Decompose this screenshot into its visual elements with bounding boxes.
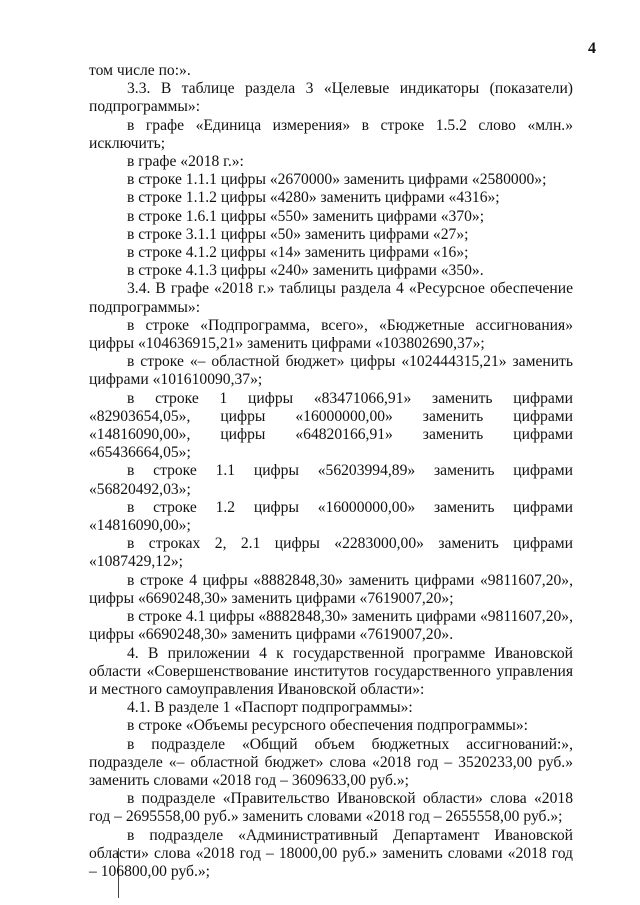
paragraph: том числе по:».: [89, 62, 191, 79]
paragraph: в строках 2, 2.1 цифры «2283000,00» заменить цифрами «1087429,12»;: [89, 535, 573, 571]
paragraph: в строке 4 цифры «8882848,30» заменить цифрами «9811607,20», цифры «6690248,30» заменить цифрами «7619007,20»;: [89, 571, 573, 607]
paragraph: в графе «2018 г.»:: [127, 153, 244, 171]
paragraph: в строке «Объемы ресурсного обеспечения подпрограммы»:: [127, 717, 528, 735]
paragraph: в подразделе «Правительство Ивановской области» слова «2018 год – 2695558,00 руб.» заменить словами «2018 год – 2655558,00 руб.»;: [89, 790, 573, 826]
paragraph: в строке 4.1.2 цифры «14» заменить цифрами «16»;: [127, 244, 469, 262]
paragraph: в строке 1.2 цифры «16000000,00» заменить цифрами «14816090,00»;: [89, 498, 573, 535]
paragraph: в строке 4.1.3 цифры «240» заменить цифрами «350».: [127, 262, 484, 280]
paragraph: в строке «– областной бюджет» цифры «102444315,21» заменить цифрами «101610090,37»;: [89, 353, 573, 389]
paragraph: в строке 3.1.1 цифры «50» заменить цифрами «27»;: [127, 225, 469, 243]
paragraph: 4.1. В разделе 1 «Паспорт подпрограммы»:: [127, 699, 413, 717]
paragraph: в строке 1.1.1 цифры «2670000» заменить цифрами «2580000»;: [127, 171, 547, 189]
paragraph: 3.4. В графе «2018 г.» таблицы раздела 4 «Ресурсное обеспечение подпрограммы»:: [89, 280, 573, 316]
paragraph: в подразделе «Административный Департамент Ивановской области» слова «2018 год – 18000,00 руб.» заменить словами «2018 год – 106800,00 руб.»;: [89, 826, 573, 880]
paragraph: в строке «Подпрограмма, всего», «Бюджетные ассигнования» цифры «104636915,21» заменить цифрами «103802690,37»;: [89, 316, 573, 353]
paragraph: в строке 1.1.2 цифры «4280» заменить цифрами «4316»;: [127, 189, 500, 207]
paragraph: 4. В приложении 4 к государственной программе Ивановской области «Совершенствование институтов государственного управления и местного самоуправления Ивановской области»:: [89, 644, 573, 698]
page-number: 4: [588, 40, 596, 57]
paragraph: в графе «Единица измерения» в строке 1.5.2 слово «млн.» исключить;: [89, 116, 573, 152]
document-body: [89, 62, 573, 881]
paragraph: в строке 1 цифры «83471066,91» заменить цифрами «82903654,05», цифры «16000000,00» заменить цифрами «14816090,00», цифры «64820166,91» заменить цифрами «65436664,05»;: [89, 389, 573, 462]
paragraph: в строке 1.6.1 цифры «550» заменить цифрами «370»;: [127, 207, 485, 225]
paragraph: в строке 4.1 цифры «8882848,30» заменить цифрами «9811607,20», цифры «6690248,30» заменить цифрами «7619007,20».: [89, 608, 573, 644]
paragraph: в строке 1.1 цифры «56203994,89» заменить цифрами «56820492,03»;: [89, 462, 573, 498]
paragraph: в подразделе «Общий объем бюджетных ассигнований:», подразделе «– областной бюджет» слова «2018 год – 3520233,00 руб.» заменить словами «2018 год – 3609633,00 руб.»;: [89, 735, 573, 789]
paragraph: 3.3. В таблице раздела 3 «Целевые индикаторы (показатели) подпрограммы»:: [89, 80, 573, 116]
